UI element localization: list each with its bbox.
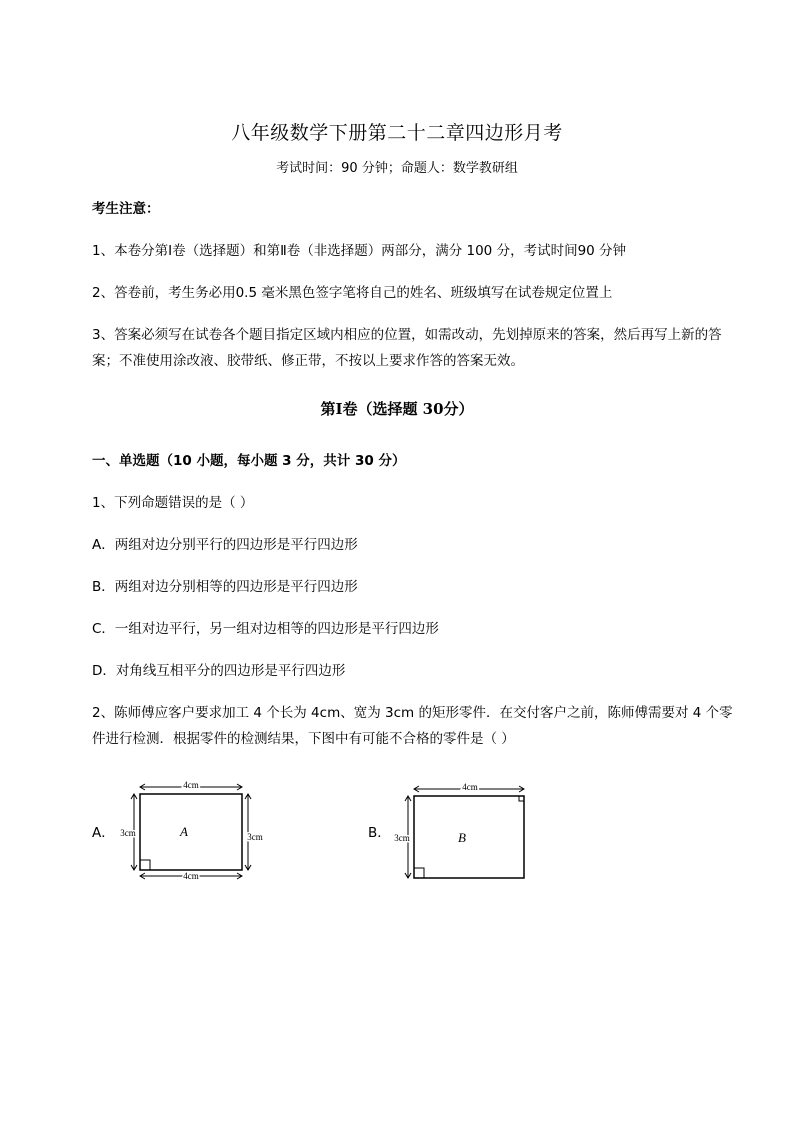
notice-heading: 考生注意：	[92, 201, 160, 217]
question-1-option-b: B．两组对边分别相等的四边形是平行四边形	[92, 579, 358, 595]
figure-b-rectangle	[388, 778, 538, 884]
figure-a-shape-label: A	[180, 824, 188, 839]
figure-a-shape	[140, 794, 242, 870]
notice-item-2: 2、答卷前，考生务必用0.5 毫米黑色签字笔将自己的姓名、班级填写在试卷规定位置上	[92, 285, 613, 301]
question-1-option-a: A．两组对边分别平行的四边形是平行四边形	[92, 537, 358, 553]
exam-subtitle: 考试时间：90 分钟；命题人：数学教研组	[276, 161, 518, 176]
figure-a-top-label: 4cm	[183, 780, 199, 790]
notice-item-3: 3、答案必须写在试卷各个题目指定区域内相应的位置，如需改动，先划掉原来的答案，然后再写上新的答案；不准使用涂改液、胶带纸、修正带，不按以上要求作答的答案无效。	[92, 327, 722, 369]
question-1-option-c: C．一组对边平行，另一组对边相等的四边形是平行四边形	[92, 621, 439, 637]
figure-b-shape-label: B	[458, 830, 466, 845]
notice-item-1: 1、本卷分第Ⅰ卷（选择题）和第Ⅱ卷（非选择题）两部分，满分 100 分，考试时间90 分钟	[92, 243, 627, 259]
figure-b-shape	[414, 796, 524, 878]
figure-b-right-angle-mark-bottom-left	[414, 868, 424, 878]
figure-a-right-label: 3cm	[247, 832, 263, 842]
figure-b-top-label: 4cm	[462, 782, 478, 792]
figure-a-bottom-label: 4cm	[183, 871, 199, 881]
figure-a-right-angle-mark	[140, 860, 150, 870]
figure-b-left-label: 3cm	[394, 833, 410, 843]
exam-title: 八年级数学下册第二十二章四边形月考	[231, 122, 563, 144]
question-1-stem: 1、下列命题错误的是（ ）	[92, 495, 254, 511]
figure-a-option-label: A．	[92, 825, 115, 841]
question-2-stem: 2、陈师傅应客户要求加工 4 个长为 4cm、宽为 3cm 的矩形零件．在交付客户之前，陈师傅需要对 4 个零件进行检测．根据零件的检测结果，下图中有可能不合格的零件是（ ）	[92, 705, 733, 747]
section-heading: 一、单选题（10 小题，每小题 3 分，共计 30 分）	[92, 453, 406, 469]
question-1-option-d: D．对角线互相平分的四边形是平行四边形	[92, 663, 346, 679]
figure-a-rectangle	[112, 778, 272, 884]
figure-a-left-label: 3cm	[120, 828, 136, 838]
figure-b-option-label: B．	[368, 825, 391, 841]
part1-title: 第Ⅰ卷（选择题 30分）	[320, 400, 474, 418]
